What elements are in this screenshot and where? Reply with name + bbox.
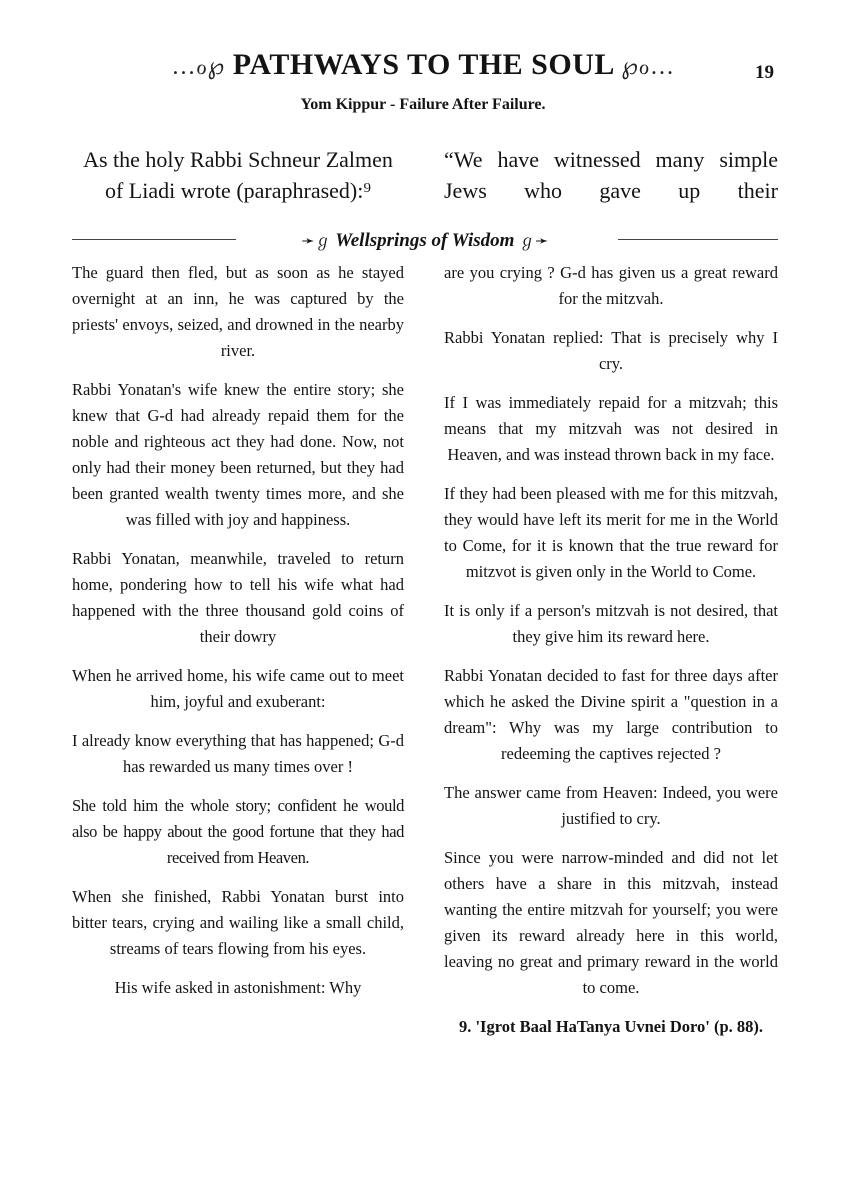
paragraph: Rabbi Yonatan decided to fast for three days after which he asked the Divine spirit a "question in a dream": Why was my large contribution to redeeming the captives rejected ? — [444, 666, 778, 763]
section-divider — [72, 228, 778, 250]
paragraph: Rabbi Yonatan replied: That is precisely why I cry. — [444, 328, 778, 373]
paragraph: The answer came from Heaven: Indeed, you were justified to cry. — [444, 783, 778, 828]
paragraph: Rabbi Yonatan's wife knew the entire story; she knew that G-d had already repaid them for the noble and righteous act they had done. Now, not only had their money been returned, but they had been granted wealth twenty times more, and she was filled with joy and happiness. — [72, 380, 404, 529]
paragraph: If I was immediately repaid for a mitzvah; this means that my mitzvah was not desired in Heaven, and was instead thrown back in my face. — [444, 393, 778, 464]
paragraph: Rabbi Yonatan, meanwhile, traveled to return home, pondering how to tell his wife what had happened with the three thousand gold coins of their dowry — [72, 549, 404, 646]
chapter-subtitle: Yom Kippur - Failure After Failure. — [300, 96, 546, 113]
right-column — [444, 260, 778, 1053]
paragraph: It is only if a person's mitzvah is not desired, that they give him its reward here. — [444, 601, 778, 646]
divider-ornament-left: ➛ℊ — [301, 233, 331, 250]
paragraph: When he arrived home, his wife came out to meet him, joyful and exuberant: — [72, 666, 404, 711]
intro-right-text: “We have witnessed many simple Jews who gave up their — [444, 147, 778, 203]
paragraph: If they had been pleased with me for this mitzvah, they would have left its merit for me in the World to Come, for it is known that the true reward for mitzvot is given only in the World to Come. — [444, 484, 778, 581]
paragraph: I already know everything that has happened; G-d has rewarded us many times over ! — [72, 731, 404, 776]
left-column — [72, 260, 404, 1014]
footnote: 9. 'Igrot Baal HaTanya Uvnei Doro' (p. 88). — [458, 1017, 764, 1036]
header-ornament-right: ℘ℴ… — [621, 54, 675, 80]
paragraph: His wife asked in astonishment: Why — [114, 978, 362, 997]
page-number: 19 — [755, 62, 774, 83]
paragraph: The guard then fled, but as soon as he stayed overnight at an inn, he was captured by the priests' envoys, seized, and drowned in the nearby river. — [72, 263, 404, 360]
intro-left-text: As the holy Rabbi Schneur Zalmen of Liadi wrote (paraphrased):⁹ — [83, 147, 393, 203]
paragraph: When she finished, Rabbi Yonatan burst into bitter tears, crying and wailing like a small child, streams of tears flowing from his eyes. — [72, 887, 404, 958]
page-header — [0, 48, 846, 82]
paragraph: Since you were narrow-minded and did not let others have a share in this mitzvah, instead wanting the entire mitzvah for yourself; you were given its reward already here in this world, leaving no great and primary reward in the world to come. — [444, 848, 778, 997]
header-ornament-left: …ℴ℘ — [171, 54, 225, 80]
header-title: PATHWAYS TO THE SOUL — [232, 48, 614, 81]
divider-label — [72, 228, 778, 252]
paragraph: are you crying ? G-d has given us a great reward for the mitzvah. — [444, 263, 778, 308]
divider-ornament-right: ℊ➛ — [519, 233, 549, 250]
divider-title: Wellsprings of Wisdom — [335, 230, 515, 251]
paragraph: She told him the whole story; confident he would also be happy about the good fortune that they had received from Heaven. — [72, 796, 404, 867]
